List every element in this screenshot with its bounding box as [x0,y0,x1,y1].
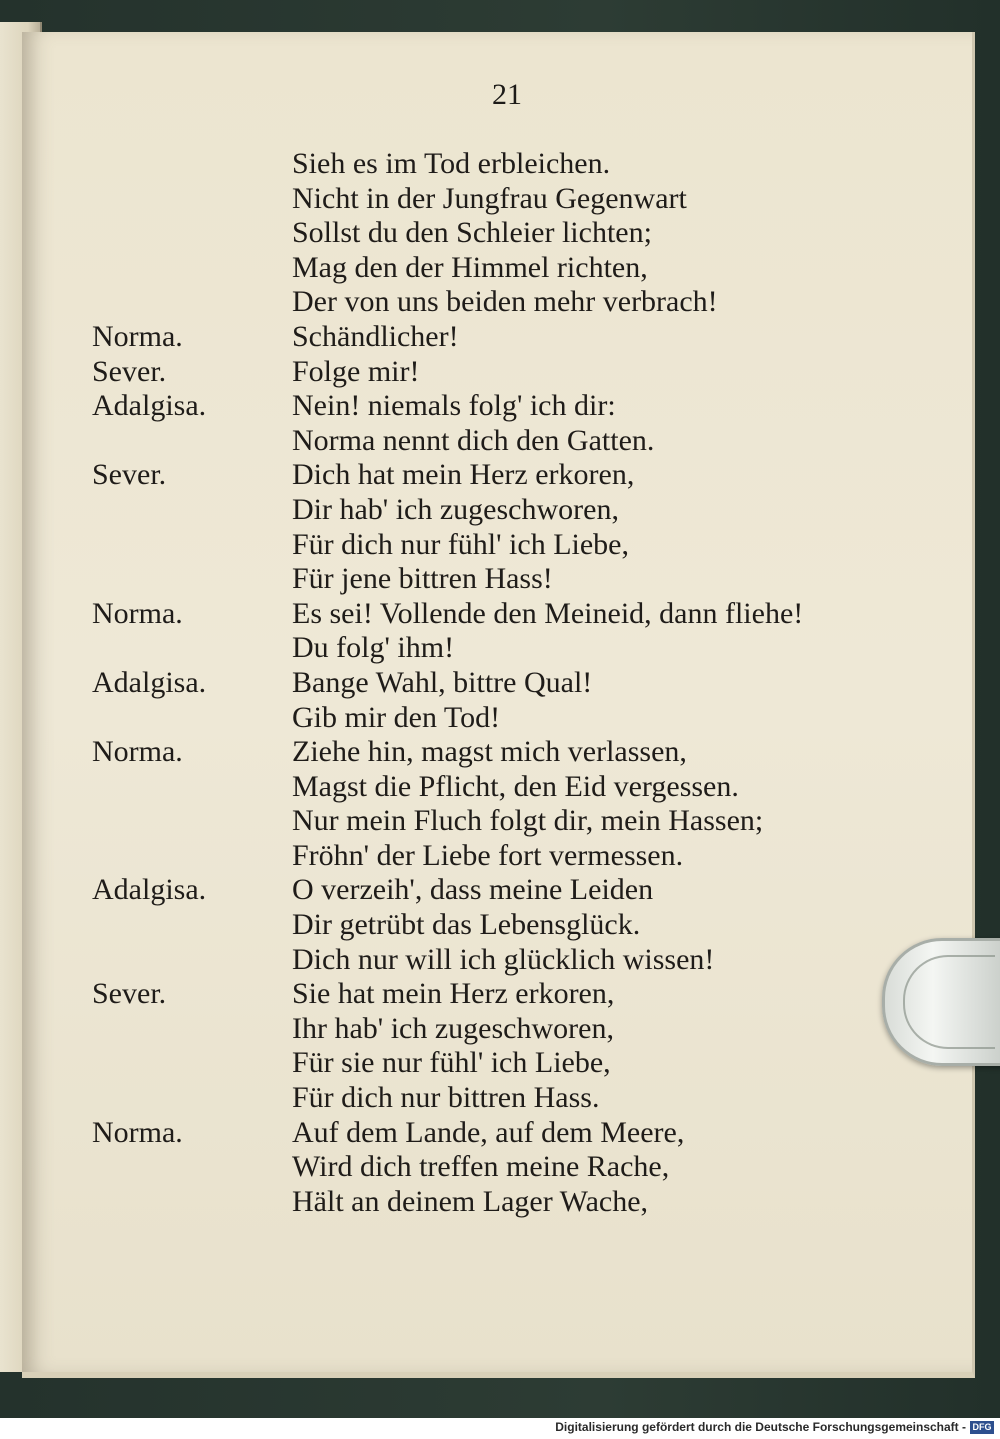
page-clip [882,938,1000,1066]
speaker-name: Sever. [92,354,167,388]
verse-line [92,701,952,736]
speaker-name: Sever. [92,977,167,1011]
verse-line [92,735,952,770]
verse-text: Norma nennt dich den Gatten. [292,423,655,457]
verse-line [92,908,952,943]
verse-text: Dir hab' ich zugeschworen, [292,492,619,526]
verse-text: Sie hat mein Herz erkoren, [292,977,615,1011]
verse-line [92,873,952,908]
verse-text: Auf dem Lande, auf dem Meere, [292,1115,685,1149]
verse-line [92,1116,952,1151]
verse-line [92,147,952,182]
clip-loop [903,955,995,1049]
verse-text: Du folg' ihm! [292,631,455,665]
verse-line [92,770,952,805]
verse-line [92,666,952,701]
verse-line [92,1150,952,1185]
speaker-name: Norma. [92,735,183,769]
speaker-name: Norma. [92,596,183,630]
verse-text: Schändlicher! [292,319,459,353]
verse-text: Sieh es im Tod erbleichen. [292,147,611,180]
verse-line [92,597,952,632]
speaker-name: Adalgisa. [92,389,207,423]
verse-line [92,355,952,390]
speaker-name: Norma. [92,319,183,353]
page-number: 21 [492,78,522,111]
verse-text: Gib mir den Tod! [292,700,501,734]
verse-text: Für sie nur fühl' ich Liebe, [292,1046,611,1080]
digitization-footer [0,1418,1000,1439]
verse-text: Dir getrübt das Lebensglück. [292,908,641,942]
verse-line [92,389,952,424]
footer-credit: Digitalisierung gefördert durch die Deutsche Forschungsgemeinschaft - [555,1420,966,1434]
book-page [22,32,975,1378]
dfg-logo: DFG [970,1421,994,1434]
verse-text: Dich hat mein Herz erkoren, [292,458,635,492]
verse-line [92,1185,952,1220]
speaker-name: Adalgisa. [92,873,207,907]
verse-text: Ihr hab' ich zugeschworen, [292,1011,614,1045]
verse-line [92,182,952,217]
verse-line [92,528,952,563]
speaker-name: Sever. [92,458,167,492]
verse-line [92,1012,952,1047]
verse-line [92,804,952,839]
verse-line [92,1081,952,1116]
verse-text: Dich nur will ich glücklich wissen! [292,942,715,976]
verse-line [92,424,952,459]
verse-text: Für dich nur fühl' ich Liebe, [292,527,629,561]
verse-line [92,251,952,286]
verse-text: Fröhn' der Liebe fort vermessen. [292,838,684,872]
verse-text: Für dich nur bittren Hass. [292,1081,600,1115]
verse-text: Wird dich treffen meine Rache, [292,1150,670,1184]
verse-line [92,631,952,666]
verse-text: Für jene bittren Hass! [292,562,553,596]
verse-text: O verzeih', dass meine Leiden [292,873,654,907]
verse-text: Mag den der Himmel richten, [292,250,648,284]
verse-text: Magst die Pflicht, den Eid vergessen. [292,769,739,803]
verse-text: Bange Wahl, bittre Qual! [292,665,593,699]
speaker-name: Norma. [92,1115,183,1149]
verse-line [92,839,952,874]
verse-line [92,943,952,978]
libretto-text [92,147,952,1219]
verse-line [92,977,952,1012]
verse-line [92,562,952,597]
verse-text: Ziehe hin, magst mich verlassen, [292,735,687,769]
verse-line [92,458,952,493]
verse-line [92,285,952,320]
verse-text: Nicht in der Jungfrau Gegenwart [292,181,687,215]
verse-line [92,493,952,528]
verse-text: Hält an deinem Lager Wache, [292,1184,649,1218]
verse-line [92,1046,952,1081]
verse-line [92,216,952,251]
verse-line [92,320,952,355]
speaker-name: Adalgisa. [92,665,207,699]
verse-text: Folge mir! [292,354,420,388]
verse-text: Nein! niemals folg' ich dir: [292,389,616,423]
verse-text: Der von uns beiden mehr verbrach! [292,285,718,319]
verse-text: Es sei! Vollende den Meineid, dann fliehe! [292,596,804,630]
verse-text: Nur mein Fluch folgt dir, mein Hassen; [292,804,764,838]
verse-text: Sollst du den Schleier lichten; [292,216,652,250]
